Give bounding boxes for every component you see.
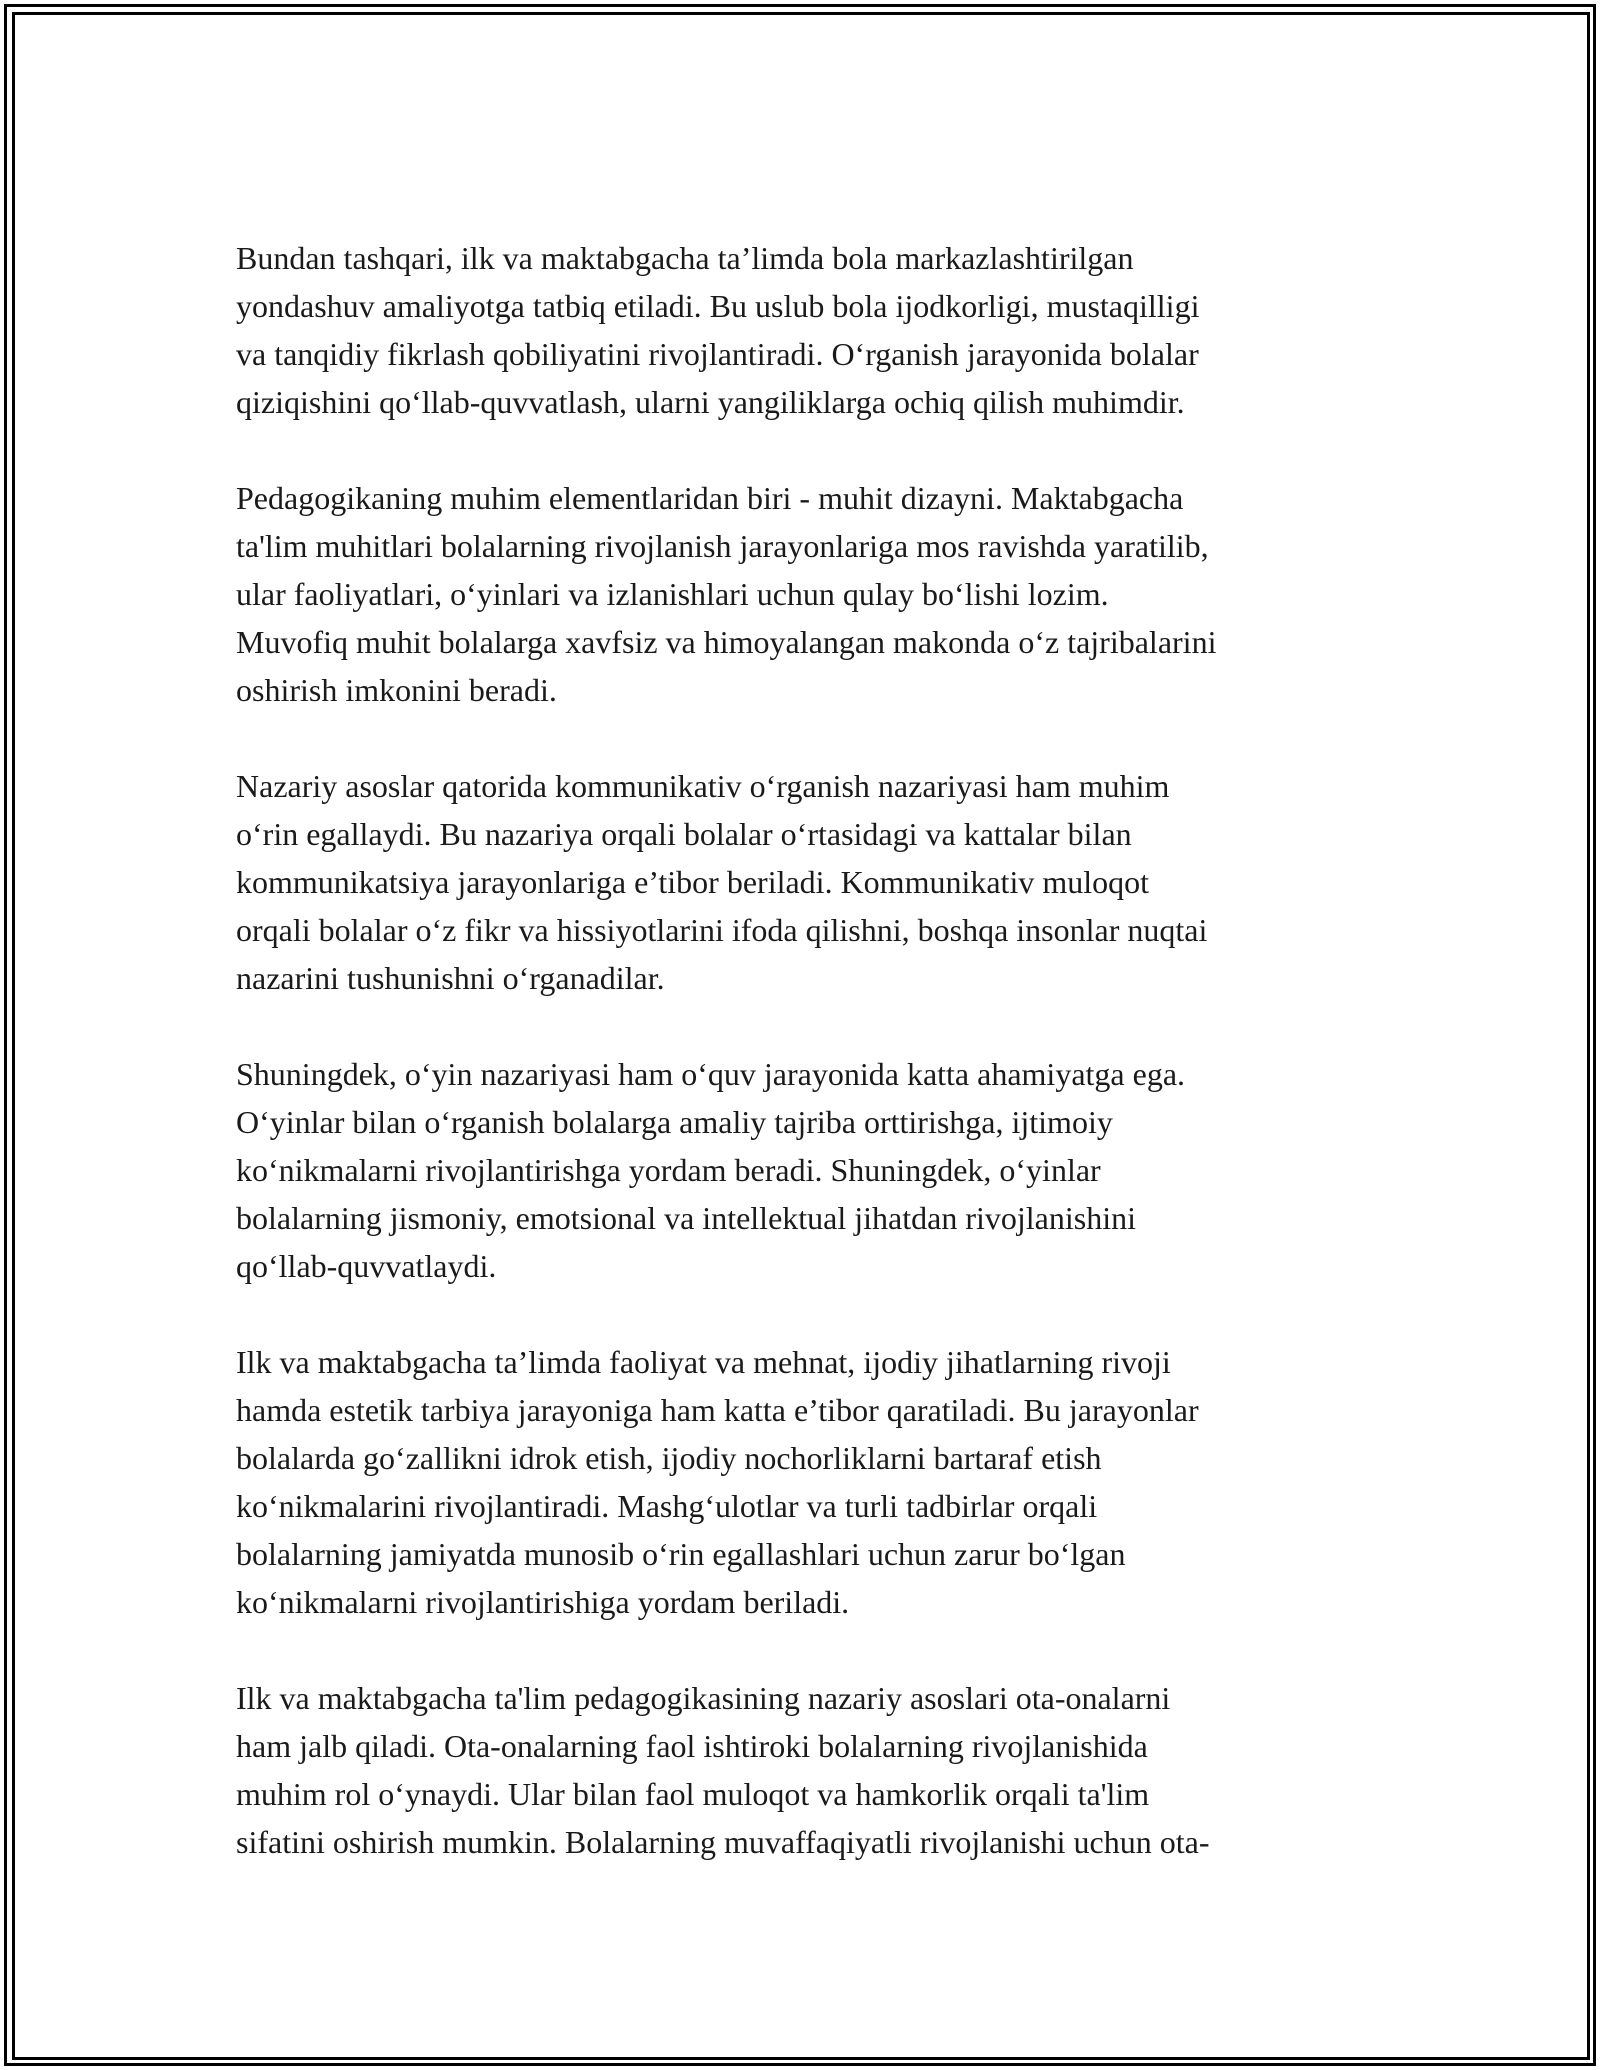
text-line: ko‘nikmalarini rivojlantiradi. Mashg‘ulotlar va turli tadbirlar orqali: [236, 1488, 1098, 1524]
text-line: bolalarning jamiyatda munosib o‘rin egallashlari uchun zarur bo‘lgan: [236, 1536, 1126, 1572]
text-line: Shuningdek, o‘yin nazariyasi ham o‘quv jarayonida katta ahamiyatga ega.: [236, 1056, 1186, 1092]
text-line: ta'lim muhitlari bolalarning rivojlanish jarayonlariga mos ravishda yaratilib,: [236, 528, 1209, 564]
text-line: bolalarning jismoniy, emotsional va intellektual jihatdan rivojlanishini: [236, 1200, 1136, 1236]
text-line: oshirish imkonini beradi.: [236, 672, 557, 708]
document-body: [236, 234, 1376, 1914]
text-line: ko‘nikmalarni rivojlantirishga yordam beradi. Shuningdek, o‘yinlar: [236, 1152, 1101, 1188]
paragraph: [236, 762, 1376, 1002]
text-line: sifatini oshirish mumkin. Bolalarning muvaffaqiyatli rivojlanishi uchun ota-: [236, 1824, 1210, 1860]
text-line: muhim rol o‘ynaydi. Ular bilan faol muloqot va hamkorlik orqali ta'lim: [236, 1776, 1150, 1812]
text-line: O‘yinlar bilan o‘rganish bolalarga amaliy tajriba orttirishga, ijtimoiy: [236, 1104, 1113, 1140]
text-line: kommunikatsiya jarayonlariga e’tibor beriladi. Kommunikativ muloqot: [236, 864, 1149, 900]
text-line: o‘rin egallaydi. Bu nazariya orqali bolalar o‘rtasidagi va kattalar bilan: [236, 816, 1132, 852]
text-line: Bundan tashqari, ilk va maktabgacha ta’limda bola markazlashtirilgan: [236, 240, 1134, 276]
text-line: Pedagogikaning muhim elementlaridan biri - muhit dizayni. Maktabgacha: [236, 480, 1184, 516]
text-line: qo‘llab-quvvatlaydi.: [236, 1248, 497, 1284]
text-line: Muvofiq muhit bolalarga xavfsiz va himoyalangan makonda o‘z tajribalarini: [236, 624, 1217, 660]
text-line: va tanqidiy fikrlash qobiliyatini rivojlantiradi. O‘rganish jarayonida bolalar: [236, 336, 1199, 372]
text-line: Ilk va maktabgacha ta'lim pedagogikasining nazariy asoslari ota-onalarni: [236, 1680, 1171, 1716]
text-line: qiziqishini qo‘llab-quvvatlash, ularni yangiliklarga ochiq qilish muhimdir.: [236, 384, 1185, 420]
paragraph: [236, 1050, 1376, 1290]
paragraph: [236, 234, 1376, 426]
text-line: nazarini tushunishni o‘rganadilar.: [236, 960, 665, 996]
text-line: ular faoliyatlari, o‘yinlari va izlanishlari uchun qulay bo‘lishi lozim.: [236, 576, 1109, 612]
paragraph: [236, 474, 1376, 714]
text-line: yondashuv amaliyotga tatbiq etiladi. Bu uslub bola ijodkorligi, mustaqilligi: [236, 288, 1200, 324]
text-line: bolalarda go‘zallikni idrok etish, ijodiy nochorliklarni bartaraf etish: [236, 1440, 1102, 1476]
text-line: orqali bolalar o‘z fikr va hissiyotlarini ifoda qilishni, boshqa insonlar nuqtai: [236, 912, 1208, 948]
text-line: ham jalb qiladi. Ota-onalarning faol ishtiroki bolalarning rivojlanishida: [236, 1728, 1148, 1764]
paragraph: [236, 1674, 1376, 1866]
text-line: hamda estetik tarbiya jarayoniga ham katta e’tibor qaratiladi. Bu jarayonlar: [236, 1392, 1199, 1428]
text-line: Ilk va maktabgacha ta’limda faoliyat va mehnat, ijodiy jihatlarning rivoji: [236, 1344, 1171, 1380]
text-line: ko‘nikmalarni rivojlantirishiga yordam beriladi.: [236, 1584, 850, 1620]
paragraph: [236, 1338, 1376, 1626]
text-line: Nazariy asoslar qatorida kommunikativ o‘rganish nazariyasi ham muhim: [236, 768, 1170, 804]
